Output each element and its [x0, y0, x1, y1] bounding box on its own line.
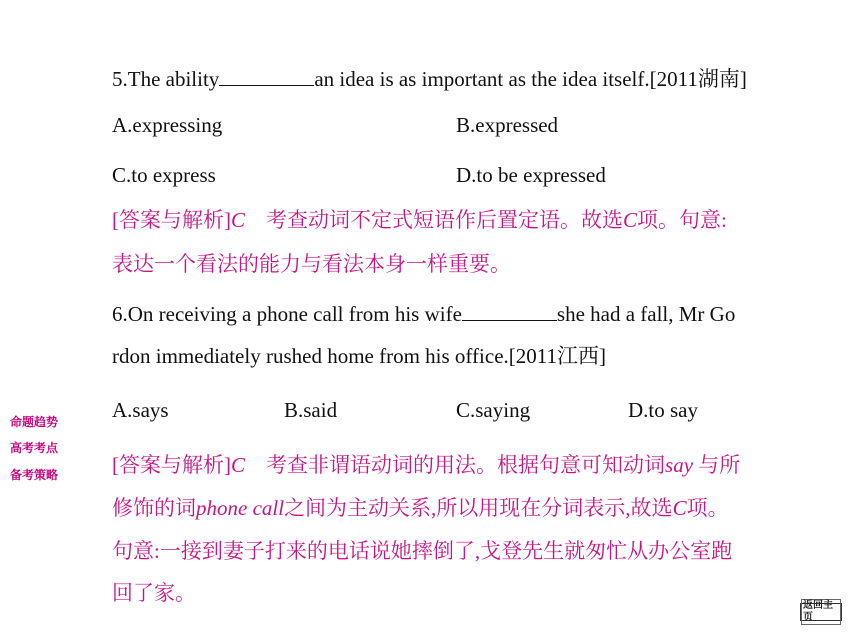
- q5-answer-end: 项。句意:: [637, 208, 727, 232]
- q6-stem: [112, 301, 735, 327]
- home-button[interactable]: [800, 600, 842, 623]
- q5-answer-letter2: C: [623, 208, 638, 232]
- q6-answer-word: say: [665, 453, 694, 477]
- q6-answer-line2-letter: C: [672, 496, 687, 520]
- q6-answer-line2: [112, 495, 729, 521]
- q5-answer-letter: C: [231, 208, 246, 232]
- q5-answer-line1: [112, 207, 727, 233]
- q6-option-c: C.saying: [456, 398, 531, 422]
- q6-answer-line2-end: 项。: [686, 496, 729, 520]
- sidebar-link-exam-points[interactable]: 高考考点: [10, 441, 59, 455]
- q6-answer-mid: 考查非谓语动词的用法。根据句意可知动词: [245, 453, 666, 477]
- q6-answer-letter: C: [231, 453, 246, 477]
- q6-answer-line3: 句意:一接到妻子打来的电话说她摔倒了,戈登先生就匆忙从办公室跑: [112, 539, 733, 563]
- q6-answer-line2-start: 修饰的词: [112, 496, 196, 520]
- q6-answer-line1: [112, 452, 740, 478]
- sidebar-link-strategy[interactable]: 备考策略: [10, 468, 59, 482]
- q5-stem-after: an idea is as important as the idea itself.[2011湖南]: [314, 67, 747, 91]
- q5-answer-line2: 表达一个看法的能力与看法本身一样重要。: [112, 252, 511, 276]
- q6-stem-line2: rdon immediately rushed home from his office.[2011江西]: [112, 344, 606, 368]
- q6-stem-after: she had a fall, Mr Go: [556, 302, 736, 326]
- q5-option-b: B.expressed: [456, 113, 559, 137]
- home-button-label: 返回主页: [801, 599, 841, 625]
- q6-answer-line2-word: phone call: [196, 496, 285, 520]
- q6-answer-prefix: [答案与解析]: [112, 453, 231, 477]
- q6-stem-before: 6.On receiving a phone call from his wife: [112, 302, 462, 326]
- q5-blank: [219, 67, 314, 86]
- q5-answer-mid: 考查动词不定式短语作后置定语。故选: [245, 208, 624, 232]
- q5-option-d: D.to be expressed: [456, 163, 606, 187]
- q6-answer-line2-mid: 之间为主动关系,所以用现在分词表示,故选: [284, 496, 673, 520]
- q5-stem: [112, 66, 747, 92]
- q5-option-a: A.expressing: [112, 113, 223, 137]
- q6-option-a: A.says: [112, 398, 169, 422]
- sidebar-link-trends[interactable]: 命题趋势: [10, 415, 59, 429]
- q5-answer-prefix: [答案与解析]: [112, 208, 231, 232]
- q6-answer-line4: 回了家。: [112, 581, 196, 605]
- q6-option-d: D.to say: [628, 398, 698, 422]
- q5-option-c: C.to express: [112, 163, 216, 187]
- q6-blank: [462, 302, 557, 321]
- q6-answer-end: 与所: [693, 453, 741, 477]
- q5-stem-before: 5.The ability: [112, 67, 220, 91]
- q6-option-b: B.said: [284, 398, 338, 422]
